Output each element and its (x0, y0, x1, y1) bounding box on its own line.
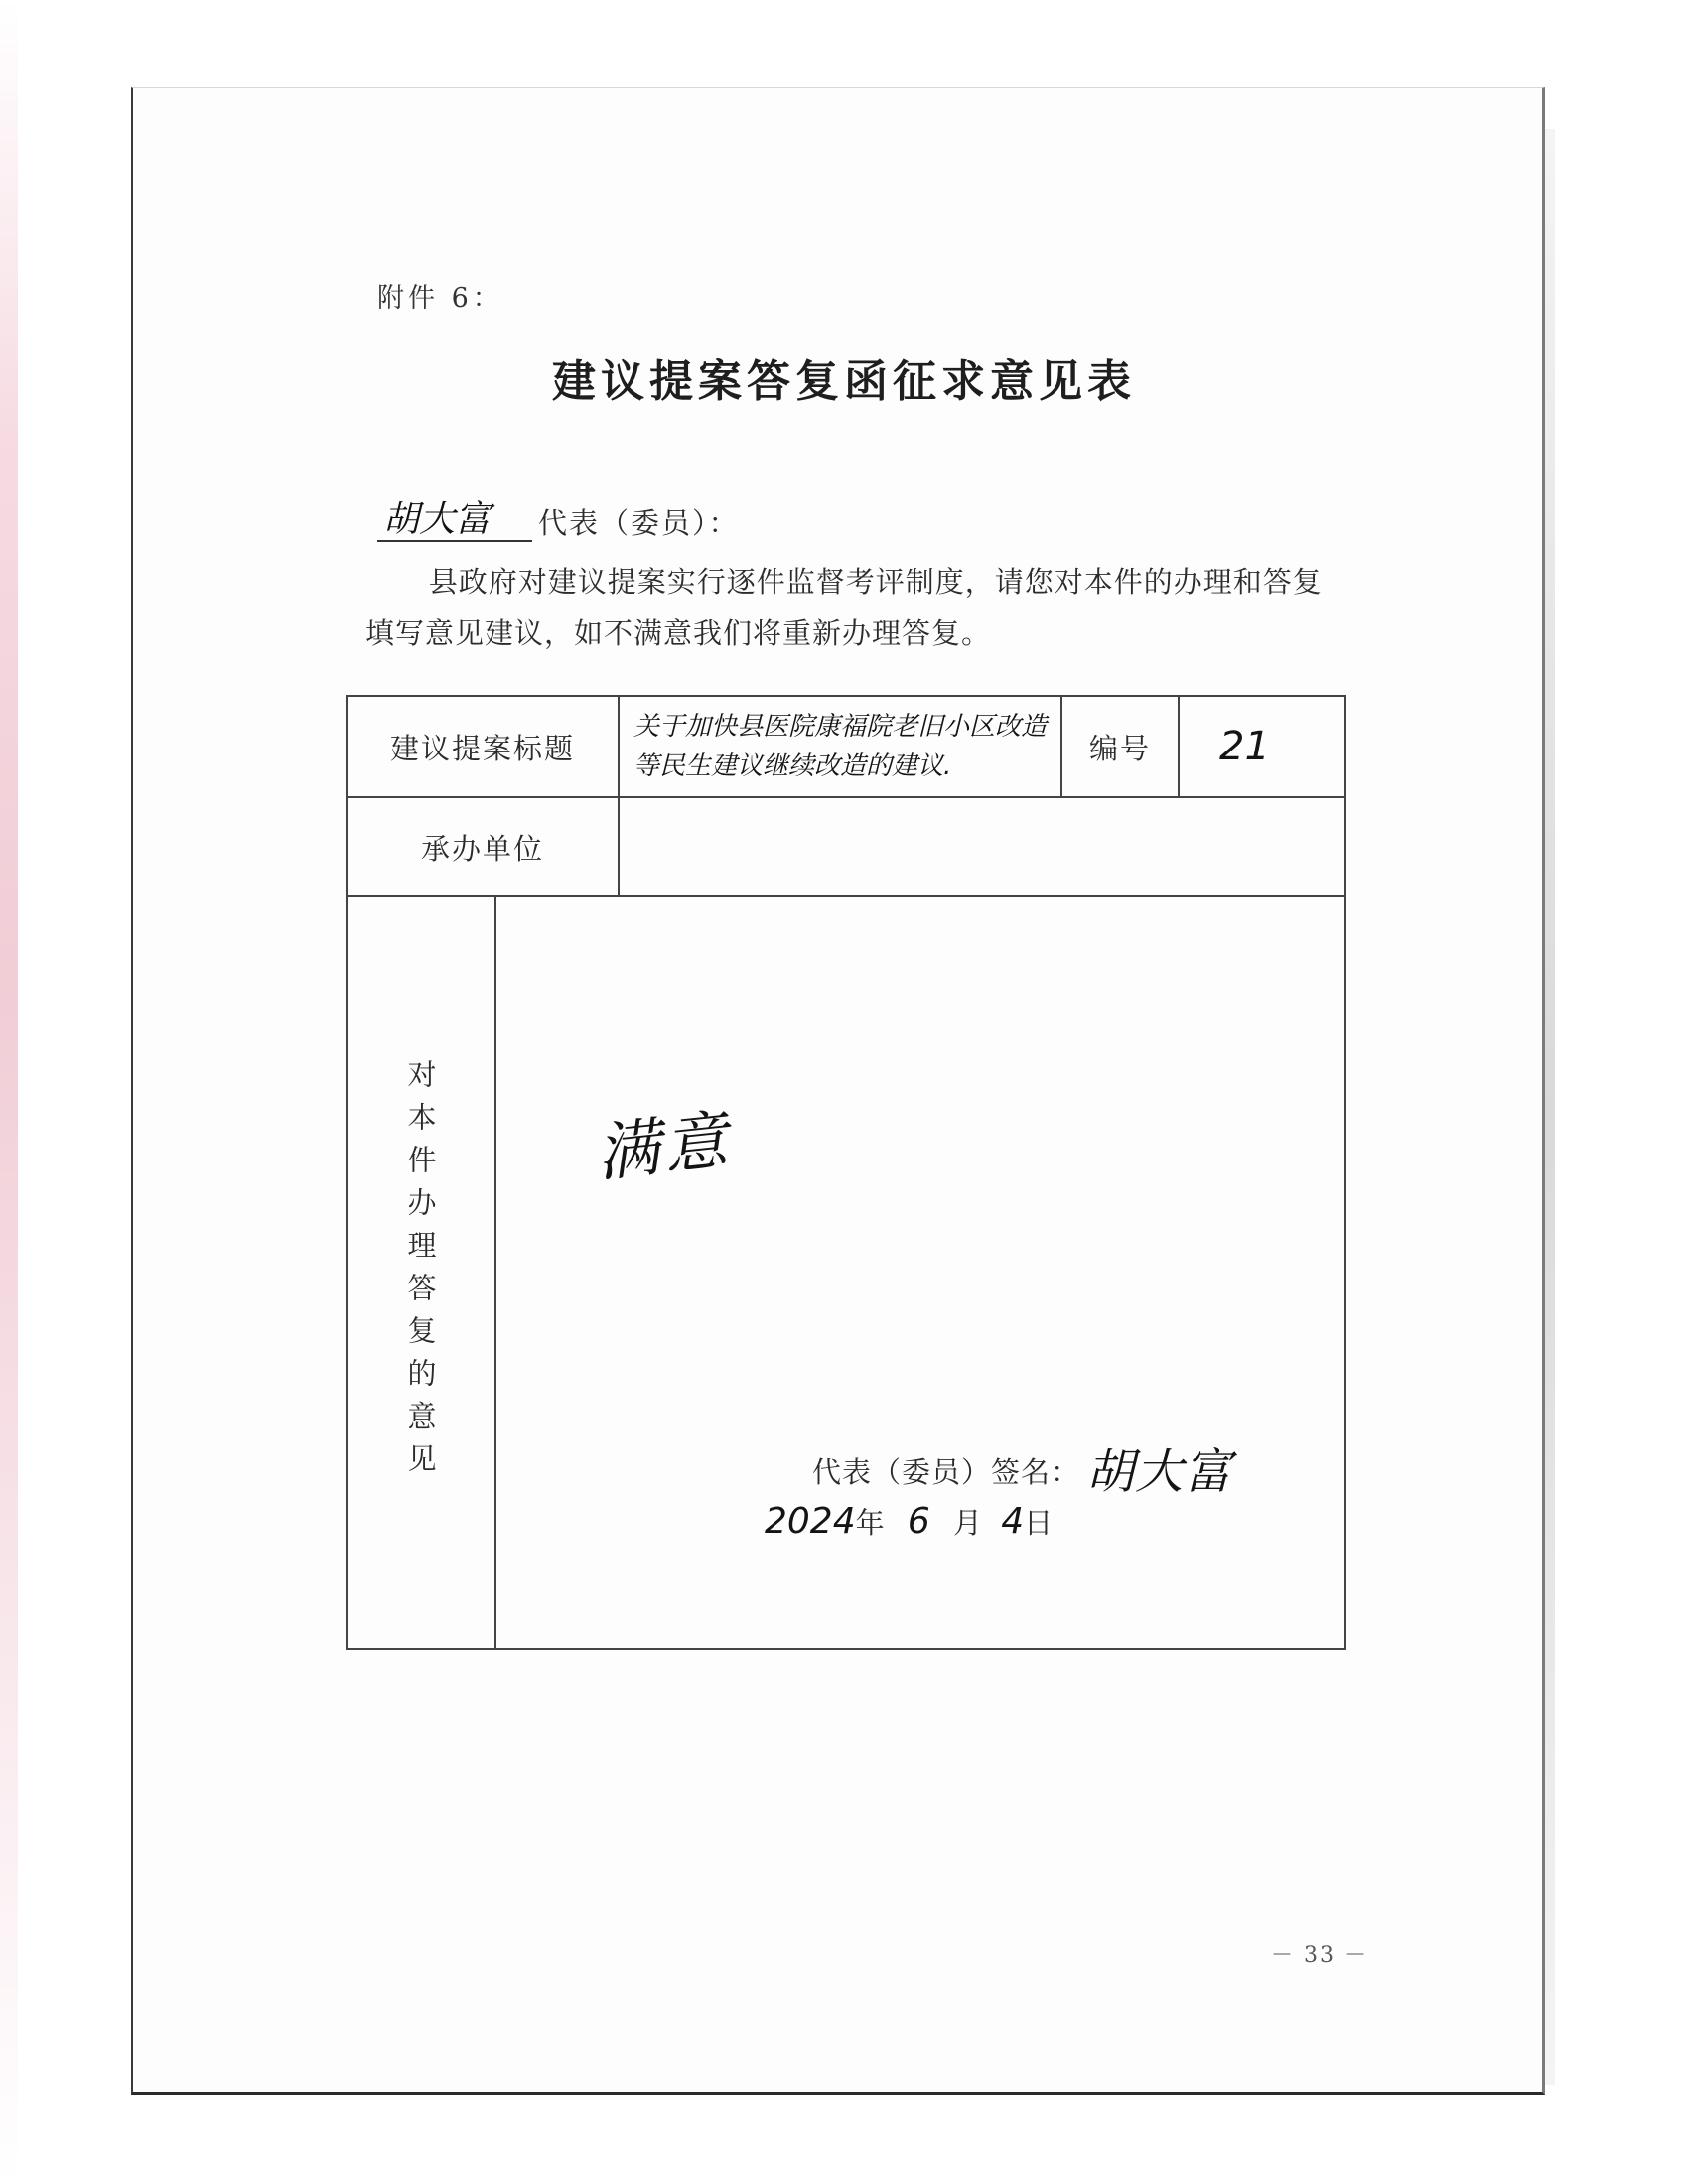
date-day-unit: 日 (1024, 1506, 1054, 1540)
date-month: 6 (907, 1501, 930, 1542)
number-value: 21 (1179, 696, 1345, 797)
opinion-value: 满意 (593, 1104, 736, 1191)
addressee-suffix: 代表（委员）： (538, 506, 740, 540)
date-year-unit: 年 (855, 1506, 885, 1540)
date-row (765, 1501, 1053, 1542)
page-number: － 33 － (1271, 1943, 1368, 1968)
title-label: 建议提案标题 (390, 731, 576, 765)
signature-value: 胡大富 (1086, 1444, 1233, 1500)
date-month-unit: 月 (952, 1506, 982, 1540)
opinion-form (346, 695, 1346, 1650)
unit-label-cell (347, 797, 619, 896)
opinion-cell (495, 896, 1345, 1649)
title-value: 关于加快县医院康福院老旧小区改造等民生建议继续改造的建议. (619, 696, 1061, 797)
date-day: 4 (1001, 1501, 1025, 1542)
date-year: 2024 (765, 1501, 856, 1542)
opinion-label: 对本件办理答复的意见 (403, 1059, 438, 1486)
signature-label: 代表（委员）签名： (812, 1455, 1081, 1489)
unit-label: 承办单位 (421, 831, 545, 866)
addressee-name: 胡大富 (377, 500, 532, 542)
addressee-line (377, 500, 740, 542)
unit-value (619, 797, 1345, 896)
number-label-cell (1061, 696, 1179, 797)
number-label: 编号 (1089, 731, 1152, 765)
signature-row (812, 1433, 1232, 1502)
opinion-label-cell (347, 896, 495, 1649)
background-edge (0, 0, 18, 2184)
paper-edge (1545, 129, 1555, 2085)
attachment-label: 附件 6： (377, 283, 503, 314)
page-title: 建议提案答复函征求意见表 (552, 356, 1136, 407)
intro-paragraph: 县政府对建议提案实行逐件监督考评制度，请您对本件的办理和答复填写意见建议，如不满意我们将重新办理答复。 (365, 565, 1323, 650)
title-label-cell (347, 696, 619, 797)
